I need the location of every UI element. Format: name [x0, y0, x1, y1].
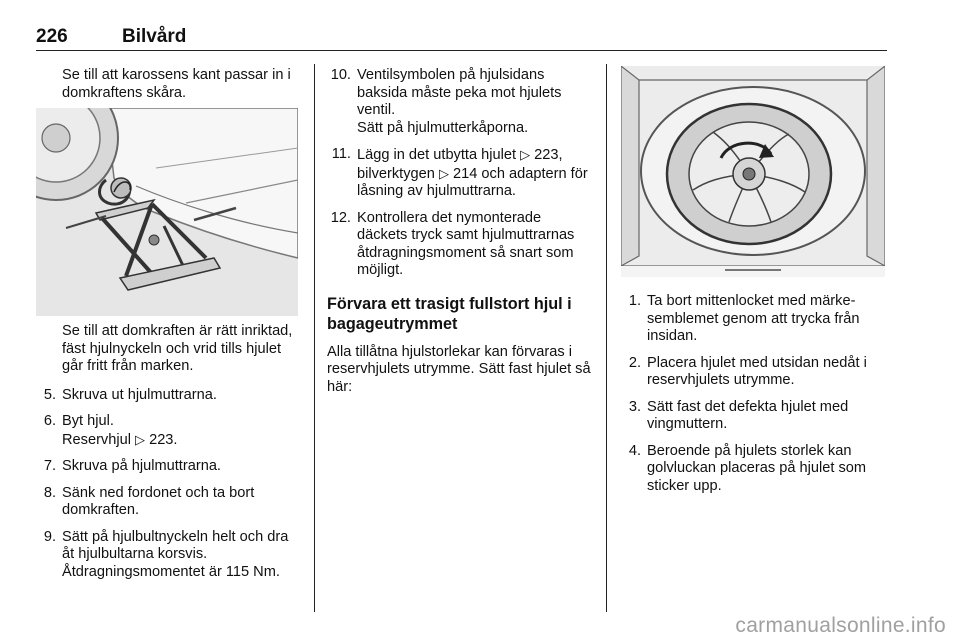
list-item [327, 146, 593, 201]
column-divider-1 [314, 64, 315, 612]
page-number: 226 [36, 26, 68, 47]
step-number: 9. [43, 528, 56, 545]
page-reference-arrow-icon: ▷ [135, 431, 146, 447]
middle-column [327, 67, 593, 396]
chapter-title: Bilvård [122, 26, 187, 47]
step-text: Ta bort mittenlocket med märkesemblemet genom att trycka från insidan. [647, 293, 860, 344]
section-heading: Förvara ett trasigt fullstort hjul i bagageutrymmet [327, 294, 572, 333]
jack-alignment-note: Se till att domkraften är rätt inriktad, fäst hjulnyckeln och vrid tills hjulet går fritt från marken. [62, 323, 293, 374]
step-number: 11. [331, 146, 351, 162]
list-item [621, 399, 887, 434]
step-number: 5. [43, 386, 56, 403]
left-column-body [36, 323, 298, 590]
step-number: 12. [330, 209, 351, 226]
list-item [36, 529, 298, 582]
reference-page: 223. [149, 431, 178, 448]
step-text: Skruva ut hjulmuttrarna. [62, 386, 217, 403]
list-item [621, 293, 887, 346]
step-text: Kontrollera det nymonterade däckets tryck samt hjulmuttrarnas åtdragningsmoment så snart som möjligt. [357, 209, 575, 278]
step-text: bilverktygen [357, 165, 435, 182]
step-text: Beroende på hjulets storlek kan golvluckan placeras på hjulet som sticker upp. [647, 442, 867, 494]
list-item [327, 67, 593, 137]
reference-label: Reservhjul [62, 431, 131, 448]
watermark[interactable]: carmanualsonline.info [735, 614, 946, 637]
column-divider-2 [606, 64, 607, 612]
step-text: Sänk ned fordonet och ta bort domkraften. [62, 484, 255, 518]
step-text: Sätt fast det defekta hjulet med vingmuttern. [647, 398, 849, 432]
list-item [621, 355, 887, 390]
right-step-list [621, 293, 887, 495]
left-column-intro [62, 67, 302, 102]
header-rule [36, 50, 887, 51]
list-item [327, 210, 593, 280]
step-number: 7. [43, 458, 56, 474]
list-item [36, 458, 298, 476]
step-number: 10. [330, 67, 351, 83]
list-item [36, 413, 298, 449]
section-body: Alla tillåtna hjulstorlekar kan förvaras i reservhjulets utrymme. Sätt fast hjulet så här: [327, 343, 591, 395]
page-reference-arrow-icon: ▷ [438, 165, 449, 181]
spare-wheel-well-illustration [621, 66, 885, 277]
step-text: Byt hjul. [62, 413, 114, 429]
spare-wheel-well-svg [621, 66, 885, 277]
page-reference-arrow-icon: ▷ [520, 147, 531, 162]
list-item [36, 485, 298, 520]
step-number: 2. [628, 354, 641, 371]
left-step-list [36, 387, 298, 582]
step-text: Lägg in det utbytta hjulet [357, 147, 517, 163]
step-text: Placera hjulet med utsidan nedåt i reservhjulets utrymme. [647, 354, 867, 388]
jack-illustration-svg [36, 108, 298, 316]
step-number: 8. [43, 484, 56, 501]
page-header [36, 26, 886, 52]
step-text: Ventilsymbolen på hjulsidans baksida måste peka mot hjulets ventil. [357, 67, 562, 118]
list-item [36, 387, 298, 405]
jack-illustration [36, 108, 298, 316]
middle-step-list [327, 67, 593, 280]
reference-page: 214 och adaptern för låsning av hjulmuttrarna. [357, 165, 588, 199]
step-text: Skruva på hjulmuttrarna. [62, 458, 221, 474]
reference-page: 223, [534, 147, 563, 163]
step-number: 4. [628, 442, 641, 459]
step-number: 6. [43, 413, 56, 429]
step-text: Sätt på hjulbultnyckeln helt och dra åt hjulbultarna korsvis. Åtdragningsmomentet är 115 Nm. [62, 528, 289, 580]
intro-paragraph: Se till att karossens kant passar in i domkraftens skåra. [62, 67, 291, 101]
step-number: 1. [628, 293, 641, 309]
step-number: 3. [628, 398, 641, 415]
step-subtext [62, 431, 298, 450]
right-column [621, 293, 887, 504]
step-subtext: Sätt på hjulmutterkåporna. [357, 119, 529, 136]
list-item [621, 443, 887, 496]
